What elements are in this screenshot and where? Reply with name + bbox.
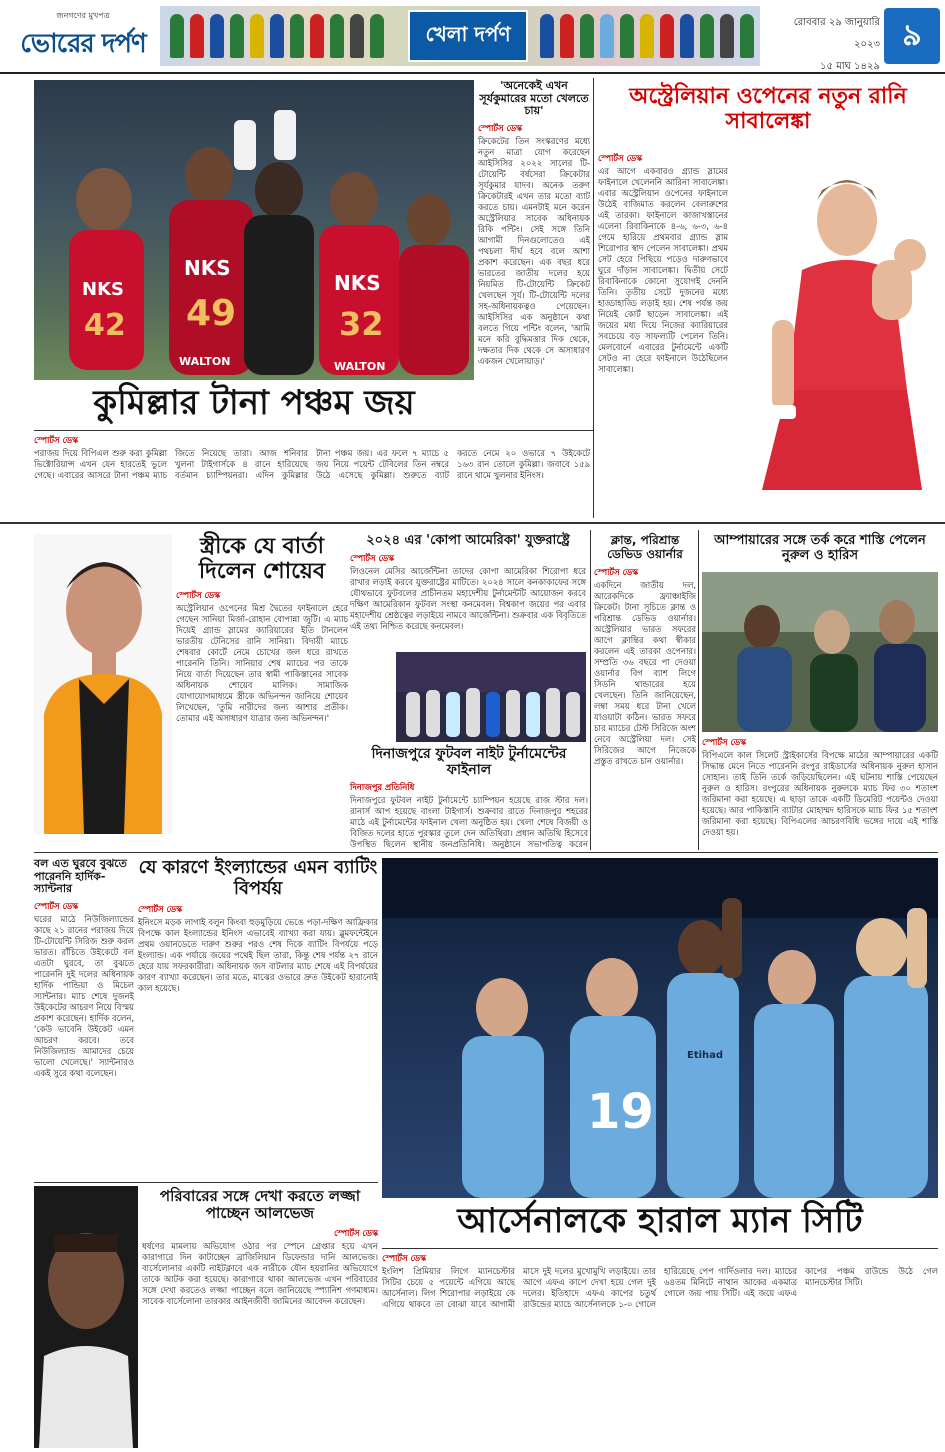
alves-desk: স্পোর্টস ডেস্ক <box>333 1227 378 1238</box>
section-title: খেলা দর্পণ <box>408 10 528 62</box>
section-rule <box>0 522 945 524</box>
warner-article <box>594 534 696 852</box>
sabalenka-desk: স্পোর্টস ডেস্ক <box>598 153 643 163</box>
dinajpur-article <box>350 746 588 850</box>
warner-desk: স্পোর্টস ডেস্ক <box>594 566 639 577</box>
copa-desk: স্পোর্টস ডেস্ক <box>350 552 395 563</box>
mancity-photo <box>382 858 938 1198</box>
newspaper-logo <box>8 10 158 66</box>
copa-headline: ২০২৪ এর 'কোপা আমেরিকা' যুক্তরাষ্ট্রে <box>366 533 570 548</box>
comilla-article <box>34 434 590 514</box>
england-body: ইনিংসে মড়ক লাগাই বলুন কিংবা হুড়মুড়িয়ে ভেঙে পড়া-দক্ষিণ আফ্রিকার বিপক্ষে কাল ইংল্যান্ডের ইনিংস এভাবেই ব্যাখ্যা করা যায়। ব্লুমফন্টেইনে প্রথম ওয়ানডেতে দারুণ শুরুর পরও শেষ দিকে ব্যাটিং বিপর্যয়ে পড়ে ইংল্যান্ড। এক পর্যায়ে জয়ের পথেই ছিল তারা, কিন্তু শেষ পর্যন্ত ২৭ রানে হেরে যায় সফরকারীরা। অধিনায়ক জস বাটলার ম্যাচ শেষে এই বিপর্যয়ের কারণ ব্যাখ্যা করেছেন। তার মতে, মাঝের ওভারে দ্রুত উইকেট হারানোই কাল হয়েছে। <box>138 917 378 994</box>
surya-desk: স্পোর্টস ডেস্ক <box>478 122 523 133</box>
jersey-number-19: 19 <box>587 1084 654 1140</box>
jersey-number-1: 42 <box>84 308 126 343</box>
dinajpur-body: দিনাজপুরে ফুটবল নাইট টুর্নামেন্টে চ্যাম্পিয়ন হয়েছে রাজ স্টার দল। রানার্স আপ হয়েছে বাংলা টাইগার্স। শুক্রবার রাতে দিনাজপুর শহরের মাঠে এই টুর্নামেন্টের ফাইনাল খেলা অনুষ্ঠিত হয়। খেলা শেষে বিজয়ী ও বিজিত দলের হাতে পুরস্কার তুলে দেন অতিথিরা। প্রধান অতিথি হিসেবে উপস্থিত ছিলেন স্থানীয় জনপ্রতিনিধি। অনুষ্ঠানে সভাপতিত্ব করেন <box>350 795 588 850</box>
warner-headline: ক্লান্ত, পরিশ্রান্ত ডেভিড ওয়ার্নার <box>607 533 683 561</box>
sabalenka-headline: অস্ট্রেলিয়ান ওপেনের নতুন রানি সাবালেঙ্কা <box>629 84 907 135</box>
jersey-sponsor-1: NKS <box>82 279 124 300</box>
logo-tagline: জনগণের মুখপত্র <box>56 11 110 20</box>
jersey-number-2: 49 <box>186 293 237 334</box>
surya-body: ক্রিকেটের তিন সংস্করণের মধ্যে নতুন মাত্রা যোগ করেছেন আইসিসির ২০২২ সালের টি-টোয়েন্টি বর্ষসেরা ক্রিকেটার সূর্যকুমার যাদব। অনেক তরুণ ক্রিকেটারই এখন তার মতো ব্যাট করতে চায়। এমনটাই মনে করেন অস্ট্রেলিয়ার সাবেক অধিনায়ক রিকি পন্টিং। সেই সঙ্গে তিনি আগামী দিনগুলোতেও এই পথচলা দীর্ঘ হবে বলে আশা প্রকাশ করেছেন। এক বছর ধরে ভারতের জাতীয় দলের হয়ে নিয়মিত টি-টোয়েন্টি ক্রিকেট খেলছেন সূর্য। টি-টোয়েন্টি দলের সহ-অধিনায়কত্বও পেয়েছেন। আইসিসির এক অনুষ্ঠানে কথা বলতে গিয়ে পন্টিং বলেন, 'আমি মনে করি বুদ্ধিমত্তার দিক থেকে, দক্ষতার দিক থেকে সে অসাধারণ একজন খেলোয়াড়।' <box>478 135 590 366</box>
shirt-sponsor: Etihad <box>687 1050 724 1061</box>
dinajpur-byline: দিনাজপুর প্রতিনিধি <box>350 782 415 793</box>
cricketers-celebrating-illustration <box>34 80 474 380</box>
hardik-desk: স্পোর্টস ডেস্ক <box>34 900 79 911</box>
shoaib-body: অস্ট্রেলিয়ান ওপেনের মিশ্র দ্বৈতের ফাইনালে হেরে গেছেন সানিয়া মির্জা-রোহান বোপান্না জুটি। এ ম্যাচ দিয়েই গ্র্যান্ড স্লামের ক্যারিয়ারের ইতি টানলেন ভারতীয় টেনিসের রানি সানিয়া। বিদায়ী ম্যাচে শেষবার কোর্টে নেমে চোখের জল ধরে রাখতে পারেননি তিনি। সানিয়ার শেষ ম্যাচের পর তাকে নিয়ে বার্তা দিয়েছেন তার স্বামী পাকিস্তানের সাবেক অধিনায়ক শোয়েব মালিক। সামাজিক যোগাযোগমাধ্যমে স্ত্রীকে অভিনন্দন জানিয়ে শোয়েব লিখেছেন, 'তুমি নারীদের জন্য আশার প্রতীক। তোমার এই অসাধারণ যাত্রার জন্য অভিনন্দন।' <box>176 602 348 723</box>
umpire-desk: স্পোর্টস ডেস্ক <box>702 737 747 747</box>
jersey-sponsor-2: NKS <box>184 256 231 280</box>
umpire-body: বিপিএলে কাল সিলেট স্ট্রাইকার্সের বিপক্ষে মাঠের আম্পায়ারের একটি সিদ্ধান্ত মেনে নিতে পারেননি রংপুর রাইডার্সের অধিনায়ক নুরুল হাসান সোহান। তাই তিনি তর্কে জড়িয়েছিলেন। এই ঘটনায় শাস্তি পেয়েছেন নুরুল ও হারিস। রংপুরের অধিনায়ক নুরুলকে ম্যাচ ফির ৩০ শতাংশ জরিমানা করা হয়েছে। এ ছাড়া তাকে একটি ডিমেরিট পয়েন্টও দেওয়া হয়েছে। আর পাকিস্তানি ব্যাটার মোহাম্মদ হারিসকে ম্যাচ ফির ১৫ শতাংশ জরিমানা করা হয়েছে। বিপিএলের আচরণবিধি ভঙ্গের দায়ে এই শাস্তি দেওয়া হয়। <box>702 750 938 837</box>
england-article <box>138 858 378 1178</box>
comilla-headline: কুমিল্লার টানা পঞ্চম জয় <box>93 383 415 423</box>
mancity-article <box>382 1252 938 1448</box>
column-divider <box>698 530 699 850</box>
sabalenka-body: এর আগে একবারও গ্র্যান্ড স্লামের ফাইনালে খেলেননি আরিনা সাবালেঙ্কা। এবার অস্ট্রেলিয়ান ওপেনের ফাইনালে উঠেই বাজিমাত করলেন বেলারুশের এই তারকা। ফাইনালে কাজাখস্তানের এলেনা রিবাকিনাকে ৪-৬, ৬-৩, ৬-৪ গেমে হারিয়ে প্রথমবার গ্র্যান্ড স্লাম শিরোপার স্বাদ পেলেন সাবালেঙ্কা। প্রথম সেট হেরে পিছিয়ে পড়েও দারুণভাবে ঘুরে দাঁড়ান সাবালেঙ্কা। দ্বিতীয় সেটে রিবাকিনাকে কোনো সুযোগই দেননি তিনি। তৃতীয় সেটে দুজনের মধ্যে হাড্ডাহাড্ডি লড়াই হয়। শেষ পর্যন্ত জয় নিয়েই কোর্ট ছাড়েন সাবালেঙ্কা। এই জয়ের মধ্য দিয়ে নিজের ক্যারিয়ারের সবচেয়ে বড় সাফল্যটি পেলেন তিনি। মেলবোর্নে এবারের টুর্নামেন্টে একটি সেটও না হেরে ফাইনালে উঠেছিলেন সাবালেঙ্কা। <box>598 166 728 374</box>
england-desk: স্পোর্টস ডেস্ক <box>138 904 183 915</box>
alves-photo <box>34 1186 138 1448</box>
mancity-headline: আর্সেনালকে হারাল ম্যান সিটি <box>457 1201 863 1241</box>
football-team-illustration <box>396 652 586 742</box>
comilla-body: পরাজয় দিয়ে বিপিএল শুরু করা কুমিল্লা ভিক্টোরিয়ান্স এখন যেন হারতেই ভুলে গেছে। এবারের আসরে টানা পঞ্চম ম্যাচ জিতে নিয়েছে তারা। আজ শনিবার খুলনা টাইগার্সকে ৪ রানে হারিয়েছে বর্তমান চ্যাম্পিয়নরা। এদিন কুমিল্লার টানা পঞ্চম জয়। এর ফলে ৭ ম্যাচে ৫ জয় নিয়ে পয়েন্ট টেবিলের তিন নম্বরে উঠে এসেছে কুমিল্লা। শুরুতে ব্যাট করতে নেমে ২০ ওভারে ৭ উইকেটে ১৬৩ রান তোলে কুমিল্লা। জবাবে ১৫৯ রানে থামে খুলনার ইনিংস। <box>34 448 590 480</box>
warner-body: একদিনে জাতীয় দল, আরেকদিকে ফ্র্যাঞ্চাইজি ক্রিকেট। টানা সূচিতে ক্লান্ত ও পরিশ্রান্ত ডেভিড ওয়ার্নার। অস্ট্রেলিয়ার ভারত সফরের আগে ক্লান্তির কথা স্বীকার করলেন এই তারকা ওপেনার। সম্প্রতি ৩৬ বছরে পা দেওয়া ওয়ার্নার বিগ ব্যাশ লিগে সিডনি থান্ডারের হয়ে খেলছেন। তিনি জানিয়েছেন, লম্বা সময় ধরে টানা খেলে যাওয়াটা কঠিন। ভারত সফরে চার ম্যাচের টেস্ট সিরিজে অংশ নেবে অস্ট্রেলিয়া দল। সেই সিরিজের আগে নিজেকে প্রস্তুত রাখতে চান ওয়ার্নার। <box>594 579 696 766</box>
column-divider <box>590 530 591 850</box>
jersey-sponsor-3: NKS <box>334 271 381 295</box>
date-bengali: ১৫ মাঘ ১৪২৯ <box>820 61 880 72</box>
page-number: ৯ <box>884 8 940 64</box>
copa-article <box>350 534 586 644</box>
masthead <box>0 0 945 74</box>
alves-headline: পরিবারের সঙ্গে দেখা করতে লজ্জা পাচ্ছেন আলভেজ <box>159 1187 361 1223</box>
shoaib-desk: স্পোর্টস ডেস্ক <box>176 589 221 600</box>
umpire-article <box>702 736 938 850</box>
hardik-body: ঘরের মাঠে নিউজিল্যান্ডের কাছে ২১ রানের পরাজয় দিয়ে টি-টোয়েন্টি সিরিজ শুরু করল ভারত। রাঁচিতে উইকেটে বল এতটা ঘুরবে, তা বুঝতে পারেননি দুই দলের অধিনায়ক হার্দিক পান্ডিয়া ও মিচেল স্যান্টনার। ম্যাচ শেষে দুজনই উইকেটের আচরণ নিয়ে বিস্ময় প্রকাশ করেছেন। হার্দিক বলেন, 'কেউ ভাবেনি উইকেট এমন আচরণ করবে। তবে নিউজিল্যান্ড আমাদের চেয়ে ভালো খেলেছে।' স্যান্টনারও একই সুরে কথা বলেছেন। <box>34 913 134 1078</box>
sabalenka-photo <box>732 160 938 520</box>
rule <box>34 852 938 853</box>
cricketer-portrait-illustration <box>34 534 172 834</box>
alves-body: ধর্ষণের মামলায় অভিযোগ ওঠার পর স্পেনে গ্রেপ্তার হয়ে এখন কারাগারে দিন কাটাচ্ছেন ব্রাজিলিয়ান ডিফেন্ডার দানি আলভেজ। বার্সেলোনার একটি নাইটক্লাবে এক নারীকে যৌন হয়রানির অভিযোগে তাকে আটক করা হয়েছে। কারাগারে থাকা আলভেজ এখন পরিবারের সঙ্গে দেখা করতেও লজ্জা পাচ্ছেন বলে জানিয়েছে স্প্যানিশ গণমাধ্যম। সাবেক বার্সেলোনা তারকার আইনজীবী জামিনের আবেদন করেছেন। <box>142 1240 378 1306</box>
jersey-number-3: 32 <box>339 305 384 343</box>
rule <box>34 430 594 431</box>
england-headline: যে কারণে ইংল্যান্ডের এমন ব্যাটিং বিপর্যয় <box>138 857 378 899</box>
rule <box>382 1248 938 1249</box>
mancity-body: ইংলিশ প্রিমিয়ার লিগে ম্যানচেস্টার সিটির চেয়ে ৫ পয়েন্টে এগিয়ে আছে আর্সেনাল। লিগ শিরোপার লড়াইয়ে কে এগিয়ে থাকবে তা বোঝা যাবে আগামী মাসে দুই দলের মুখোমুখি লড়াইয়ে। তার আগে এফএ কাপে দেখা হয়ে গেল দুই দলের। ইতিহাদে এফএ কাপের চতুর্থ রাউন্ডের ম্যাচে আর্সেনালকে ১-০ গোলে হারিয়েছে পেপ গার্দিওলার দল। ম্যাচের ৬৪তম মিনিটে নাথান আকের একমাত্র গোলে জয় পায় সিটি। এই জয়ে এফএ কাপের পঞ্চম রাউন্ডে উঠে গেল ম্যানচেস্টার সিটি। <box>382 1266 938 1309</box>
shoaib-headline: স্ত্রীকে যে বার্তা দিলেন শোয়েব <box>198 534 326 585</box>
mancity-desk: স্পোর্টস ডেস্ক <box>382 1253 427 1263</box>
logo-title: ভোরের দর্পণ <box>20 29 146 59</box>
rule <box>34 1182 378 1183</box>
surya-headline: 'অনেকেই এখন সূর্যকুমারের মতো খেলতে চায়' <box>479 79 589 118</box>
date-block <box>772 12 880 78</box>
jersey-sponsor-walton-1: WALTON <box>179 355 231 368</box>
shoaib-photo <box>34 534 172 834</box>
footballer-portrait-illustration <box>34 1186 138 1448</box>
comilla-team-photo <box>34 80 474 380</box>
shoaib-article <box>176 534 348 834</box>
hardik-article <box>34 858 134 1178</box>
comilla-desk: স্পোর্টস ডেস্ক <box>34 435 79 445</box>
dinajpur-headline: দিনাজপুরে ফুটবল নাইট টুর্নামেন্টের ফাইনাল <box>371 746 567 779</box>
tennis-player-illustration <box>732 160 938 520</box>
dinajpur-photo <box>396 652 586 742</box>
umpire-headline: আম্পায়ারের সঙ্গে তর্ক করে শাস্তি পেলেন নুরুল ও হারিস <box>714 533 926 563</box>
hardik-headline: বল এত ঘুরবে বুঝতে পারেননি হার্দিক-স্যান্টনার <box>34 857 127 896</box>
jersey-sponsor-walton-2: WALTON <box>334 360 386 373</box>
footballers-celebrating-illustration <box>382 858 938 1198</box>
umpire-photo <box>702 572 938 732</box>
copa-body: লিওনেল মেসির আর্জেন্টিনা তাদের কোপা আমেরিকা শিরোপা ধরে রাখার লড়াই করবে যুক্তরাষ্ট্রের মাটিতে। ২০২৪ সালে কনকাকাফের সঙ্গে যৌথভাবে ফুটবলের প্রাচীনতম মহাদেশীয় টুর্নামেন্টটি আয়োজন করবে দক্ষিণ আমেরিকান ফুটবল সংস্থা কনমেবল। বিশ্বকাপ জয়ের পর এবার মহাদেশীয় শ্রেষ্ঠত্বের লড়াইয়ে নামবে আর্জেন্টিনা। শুক্রবার এক বিবৃতিতে এই তথ্য নিশ্চিত করেছে কনমেবল। <box>350 565 586 631</box>
alves-article <box>142 1188 378 1448</box>
date-gregorian: রোববার ২৯ জানুয়ারি ২০২৩ <box>793 17 880 50</box>
umpire-dispute-illustration <box>702 572 938 732</box>
column-divider <box>593 78 594 518</box>
